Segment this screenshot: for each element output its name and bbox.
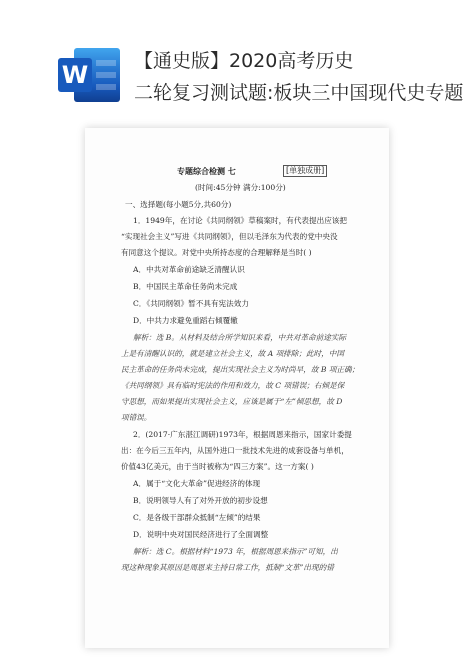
word-icon-letter: W (58, 58, 92, 92)
section-heading: 一、选择题(每小题5分,共60分) (125, 200, 232, 209)
q1-analysis-line: 上是有清醒认识的，就是建立社会主义，故 A 项排除；此时，中国 (121, 349, 344, 358)
q2-option-c: C．是各级干部群众抵制“左倾”的结果 (133, 513, 261, 522)
q1-option-b: B．中国民主革命任务尚未完成 (133, 282, 238, 291)
q1-analysis-line: 民主革命的任务尚未完成，提出实现社会主义为时尚早，故 B 项正确； (121, 365, 360, 374)
word-icon-line (96, 84, 116, 90)
word-icon-line (96, 72, 116, 78)
q2-analysis-line: 解析：选 C。根据材料“1973 年，根据周恩来指示”可知，出 (133, 547, 338, 556)
q2-stem-line: 2．(2017·广东湛江调研)1973年，根据周恩来指示，国家计委提 (133, 430, 352, 439)
word-icon-line (96, 60, 116, 66)
q1-option-d: D．中共力求避免重蹈右倾覆辙 (133, 316, 238, 325)
document-page (85, 128, 389, 648)
doc-meta: (时间:45分钟 满分:100分) (195, 183, 286, 192)
doc-header-badge: [单独成册] (283, 165, 327, 177)
page-title-line-2: 二轮复习测试题:板块三中国现代史专题 (134, 82, 464, 104)
page-title-line-1: 【通史版】2020高考历史 (134, 50, 354, 72)
q2-option-b: B．说明领导人有了对外开放的初步设想 (133, 496, 268, 505)
q2-option-d: D．说明中央对国民经济进行了全面调整 (133, 530, 269, 539)
q1-stem-line: “实现社会主义”写进《共同纲领》，但以毛泽东为代表的党中央没 (121, 232, 338, 241)
q2-option-a: A．属于“文化大革命”促进经济的体现 (133, 479, 261, 488)
q1-analysis-line: 解析：选 B。从材料及结合所学知识来看，中共对革命前途实际 (133, 333, 347, 342)
q1-stem-line: 1．1949年，在讨论《共同纲领》草稿案时，有代表提出应该把 (133, 216, 347, 225)
q1-analysis-line: 守思想，而如果提出实现社会主义，应该是属于“左”倾思想，故 D (121, 397, 343, 406)
q2-analysis-line: 现这种现象其原因是周恩来主持日常工作，抵制“文革”出现的错 (121, 563, 334, 572)
q1-analysis-line: 项错误。 (121, 413, 152, 422)
q1-option-c: C．《共同纲领》暂不具有宪法效力 (133, 299, 249, 308)
q1-stem-line: 有同意这个提议。对党中央所持态度的合理解释是当时( ) (121, 248, 312, 257)
q2-stem-line: 出：在今后三五年内，从国外进口一批技术先进的成套设备与单机， (121, 446, 349, 455)
q1-analysis-line: 《共同纲领》具有临时宪法的作用和效力，故 C 项错误；右倾是保 (121, 381, 345, 390)
q2-stem-line: 价值43亿美元，由于当时被称为“四三方案”。这一方案( ) (121, 462, 314, 471)
doc-header: 专题综合检测 七 (177, 166, 236, 176)
word-icon (58, 44, 120, 106)
q1-option-a: A．中共对革命前途缺乏清醒认识 (133, 265, 245, 274)
